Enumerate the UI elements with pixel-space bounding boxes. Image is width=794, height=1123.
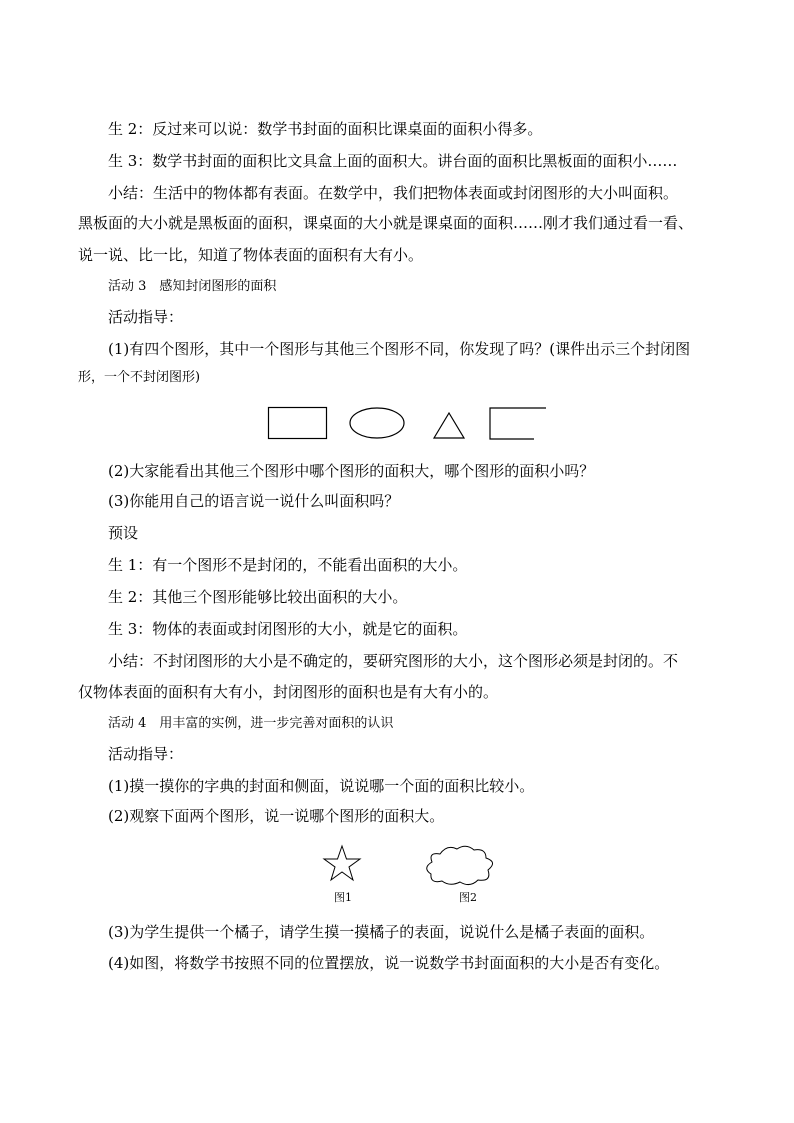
activity4-guide-label: 活动指导： <box>108 745 184 763</box>
star-cloud-figure <box>312 840 512 888</box>
a4-question2: (2)观察下面两个图形，说一说哪个图形的面积大。 <box>108 807 445 825</box>
activity3-guide-label: 活动指导： <box>108 308 184 326</box>
open-parallelogram-shape <box>490 408 546 439</box>
activity4-title: 活动 4 用丰富的实例，进一步完善对面积的认识 <box>108 716 394 731</box>
summary2-line-a: 小结：不封闭图形的大小是不确定的，要研究图形的大小，这个图形必须是封闭的。不 <box>108 652 679 670</box>
summary2-line-b: 仅物体表面的面积有大有小，封闭图形的面积也是有大有小的。 <box>78 683 499 701</box>
figure2-caption: 图2 <box>459 891 477 904</box>
a3-question3: (3)你能用自己的语言说一说什么叫面积吗？ <box>108 492 400 510</box>
summary1-line-a: 小结：生活中的物体都有表面。在数学中，我们把物体表面或封闭图形的大小叫面积。 <box>108 184 679 202</box>
a4-question4: (4)如图，将数学书按照不同的位置摆放，说一说数学书封面面积的大小是否有变化。 <box>108 954 670 972</box>
line-s2-reverse: 生 2：反过来可以说：数学书封面的面积比课桌面的面积小得多。 <box>108 120 543 138</box>
figure1-caption: 图1 <box>334 891 352 904</box>
four-shapes-figure <box>262 402 556 446</box>
a3-question1-line-b: 形，一个不封闭图形) <box>78 370 201 385</box>
a3-question2: (2)大家能看出其他三个图形中哪个图形的面积大，哪个图形的面积小吗？ <box>108 462 595 480</box>
star-shape <box>324 846 360 880</box>
a4-question3: (3)为学生提供一个橘子，请学生摸一摸橘子的表面，说说什么是橘子表面的面积。 <box>108 923 655 941</box>
activity3-title: 活动 3 感知封闭图形的面积 <box>108 279 277 294</box>
line-s3-compare: 生 3：数学书封面的面积比文具盒上面的面积大。讲台面的面积比黑板面的面积小…… <box>108 152 678 170</box>
a3-question1-line-a: (1)有四个图形，其中一个图形与其他三个图形不同，你发现了吗？(课件出示三个封闭图 <box>108 340 691 358</box>
triangle-shape <box>434 413 464 438</box>
summary1-line-b: 黑板面的大小就是黑板面的面积，课桌面的大小就是课桌面的面积……刚才我们通过看一看、 <box>78 214 694 232</box>
preset-student3: 生 3：物体的表面或封闭图形的大小，就是它的面积。 <box>108 620 468 638</box>
preset-student2: 生 2：其他三个图形能够比较出面积的大小。 <box>108 588 408 606</box>
ellipse-shape <box>350 408 404 438</box>
summary1-line-c: 说一说、比一比，知道了物体表面的面积有大有小。 <box>78 246 424 264</box>
rectangle-shape <box>269 408 327 439</box>
preset-student1: 生 1：有一个图形不是封闭的，不能看出面积的大小。 <box>108 556 468 574</box>
preset-label: 预设 <box>108 524 139 542</box>
a4-question1: (1)摸一摸你的字典的封面和侧面，说说哪一个面的面积比较小。 <box>108 777 535 795</box>
cloud-shape <box>427 846 493 884</box>
